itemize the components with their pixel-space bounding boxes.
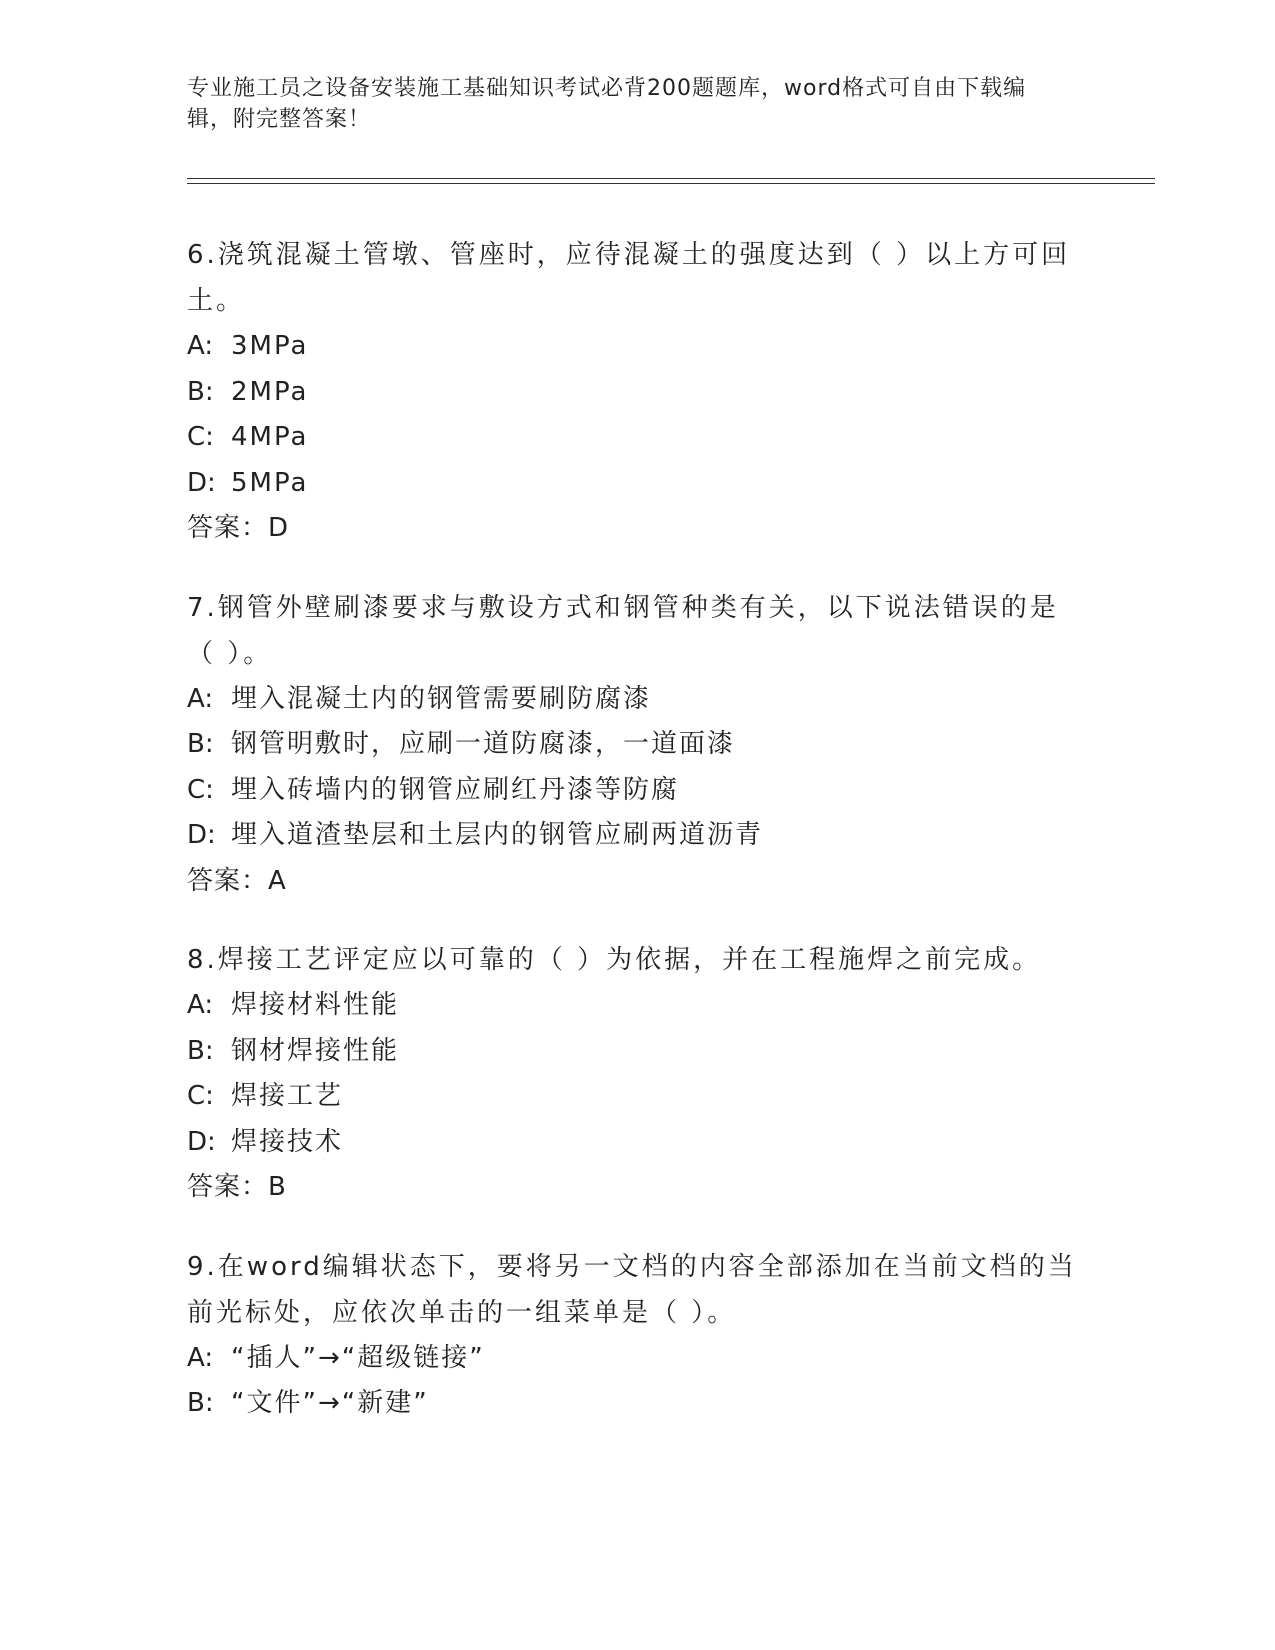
header-rule-top [187,178,1155,179]
option-label: D: [187,1126,216,1157]
document-title: 专业施工员之设备安装施工基础知识考试必背200题题库，word格式可自由下载编辑，附完整答案！ [187,76,1027,132]
question-stem: 6.浇筑混凝土管墩、管座时，应待混凝土的强度达到（ ）以上方可回土。 [187,240,1071,316]
option-b [187,370,1087,416]
option-d [187,461,1087,507]
option-b [187,722,1087,768]
option-text: 埋入道渣垫层和土层内的钢管应刷两道沥青 [231,820,764,850]
option-text: 焊接工艺 [231,1081,344,1111]
option-text: “文件”→“新建” [231,1388,429,1418]
option-label: D: [187,820,216,850]
option-text: 钢管明敷时，应刷一道防腐漆，一道面漆 [231,729,736,759]
option-text: 埋入混凝土内的钢管需要刷防腐漆 [231,683,652,714]
option-label: B: [187,729,214,759]
header-rule-bottom [187,183,1155,184]
option-text: 5MPa [231,467,309,498]
option-b [187,1381,1087,1427]
option-text: 焊接材料性能 [231,990,400,1020]
option-label: A: [187,331,214,361]
option-c [187,1074,1087,1120]
option-text: 3MPa [231,331,309,361]
option-d [187,1120,1087,1166]
answer-line: 答案：A [187,865,287,896]
option-b [187,1029,1087,1075]
document-header [187,73,1067,135]
option-label: C: [187,774,214,805]
option-a [187,324,1087,370]
option-a [187,677,1087,723]
question-stem: 9.在word编辑状态下，要将另一文档的内容全部添加在当前文档的当前光标处，应依次单击的一组菜单是（ ）。 [187,1251,1077,1328]
option-text: 2MPa [231,376,309,407]
option-a [187,1336,1087,1382]
option-text: 埋入砖墙内的钢管应刷红丹漆等防腐 [231,774,680,805]
question-6 [187,232,1087,552]
question-9 [187,1244,1087,1427]
option-text: 焊接技术 [231,1126,344,1157]
option-label: B: [187,376,214,407]
option-label: A: [187,683,214,714]
option-label: C: [187,422,214,452]
option-c [187,768,1087,814]
option-label: B: [187,1035,214,1066]
question-8 [187,937,1087,1211]
option-c [187,415,1087,461]
answer-line: 答案：D [187,513,290,543]
option-a [187,983,1087,1029]
option-label: A: [187,990,214,1020]
option-label: A: [187,1342,214,1373]
option-text: 4MPa [231,422,309,452]
option-text: 钢材焊接性能 [231,1035,400,1066]
option-label: C: [187,1081,214,1111]
option-text: “插人”→“超级链接” [231,1342,485,1373]
question-stem: 8.焊接工艺评定应以可靠的（ ）为依据，并在工程施焊之前完成。 [187,945,1042,975]
question-7 [187,585,1087,905]
question-list [187,232,1087,1460]
answer-line: 答案：B [187,1172,287,1202]
option-label: D: [187,467,216,498]
option-d [187,813,1087,859]
question-stem: 7.钢管外壁刷漆要求与敷设方式和钢管种类有关，以下说法错误的是（ ）。 [187,592,1059,669]
option-label: B: [187,1388,214,1418]
